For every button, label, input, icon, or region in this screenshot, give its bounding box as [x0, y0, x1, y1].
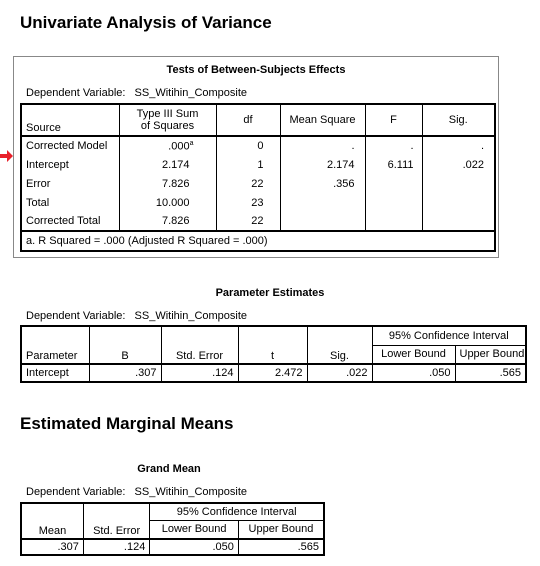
header-ss-line2: of Squares — [140, 120, 195, 132]
row-std-error: .124 — [161, 364, 238, 382]
row-source: Corrected Model — [21, 136, 119, 155]
footnote-marker: a — [189, 139, 194, 147]
tests-footnote: a. R Squared = .000 (Adjusted R Squared = .000) — [26, 235, 268, 247]
row-sig: .022 — [307, 364, 372, 382]
row-f — [365, 174, 422, 193]
header-f: F — [365, 104, 422, 136]
row-ms: .356 — [280, 174, 365, 193]
row-t: 2.472 — [238, 364, 307, 382]
row-parameter: Intercept — [21, 364, 89, 382]
tests-table — [20, 103, 496, 252]
row-lower-bound: .050 — [372, 364, 455, 382]
header-b: B — [89, 326, 161, 364]
row-upper-bound: .565 — [499, 367, 522, 379]
table-row — [21, 364, 526, 382]
table-row — [21, 136, 495, 155]
grand-table — [20, 502, 325, 556]
table-row — [21, 212, 495, 231]
grand-dependent-variable — [26, 486, 247, 498]
header-df: df — [216, 104, 280, 136]
row-sig: .022 — [462, 158, 484, 171]
row-df: 22 — [216, 174, 280, 193]
header-lower-bound: Lower Bound — [150, 520, 239, 539]
row-f: . — [365, 136, 422, 155]
dep-var-label: Dependent Variable: — [26, 486, 126, 498]
dep-var-value: SS_Witihin_Composite — [134, 310, 248, 322]
table-row — [21, 174, 495, 193]
header-ss-line1: Type III Sum — [136, 108, 199, 120]
grand-title: Grand Mean — [137, 463, 201, 475]
table-row — [21, 193, 495, 212]
red-arrow-icon — [0, 150, 14, 162]
row-df: 1 — [216, 155, 280, 174]
row-ss: 2.174 — [119, 155, 216, 174]
row-lower-bound: .050 — [150, 539, 239, 555]
header-confidence-interval: 95% Confidence Interval — [150, 503, 324, 520]
header-parameter: Parameter — [21, 326, 89, 364]
row-ss: 7.826 — [119, 174, 216, 193]
tests-dependent-variable — [26, 87, 247, 99]
row-df: 23 — [216, 193, 280, 212]
row-sig: . — [480, 140, 484, 152]
row-df: 22 — [216, 212, 280, 231]
row-ms — [280, 193, 365, 212]
params-dependent-variable — [26, 310, 247, 322]
row-sig — [422, 174, 495, 193]
tests-title: Tests of Between-Subjects Effects — [166, 64, 346, 76]
row-source: Error — [21, 174, 119, 193]
row-df: 0 — [216, 136, 280, 155]
dep-var-label: Dependent Variable: — [26, 87, 126, 99]
row-f — [365, 193, 422, 212]
header-ss — [119, 104, 216, 136]
row-upper-bound: .565 — [297, 541, 319, 553]
dep-var-value: SS_Witihin_Composite — [134, 87, 248, 99]
header-std-error: Std. Error — [83, 503, 149, 539]
row-ss-value: .000 — [168, 140, 190, 153]
header-sig: Sig. — [307, 326, 372, 364]
row-b: .307 — [89, 364, 161, 382]
row-source: Corrected Total — [21, 212, 119, 231]
row-f — [365, 212, 422, 231]
header-lower-bound: Lower Bound — [372, 345, 455, 364]
row-ms: 2.174 — [280, 155, 365, 174]
header-source: Source — [21, 104, 119, 136]
header-mean: Mean — [21, 503, 83, 539]
params-title: Parameter Estimates — [215, 287, 325, 299]
row-sig — [422, 193, 495, 212]
page-title: Univariate Analysis of Variance — [20, 13, 272, 32]
row-ms: . — [280, 136, 365, 155]
row-f: 6.111 — [365, 155, 422, 174]
row-sig — [422, 212, 495, 231]
section-title: Estimated Marginal Means — [20, 414, 234, 433]
header-upper-bound: Upper Bound — [238, 520, 324, 539]
params-table — [20, 325, 527, 383]
header-sig: Sig. — [422, 104, 495, 136]
row-std-error: .124 — [83, 539, 149, 555]
table-row — [21, 539, 324, 555]
dep-var-value: SS_Witihin_Composite — [134, 486, 248, 498]
header-t: t — [238, 326, 307, 364]
header-confidence-interval: 95% Confidence Interval — [372, 326, 526, 345]
header-std-error: Std. Error — [161, 326, 238, 364]
row-source: Total — [21, 193, 119, 212]
header-mean-square: Mean Square — [280, 104, 365, 136]
header-upper-bound: Upper Bound — [455, 345, 526, 364]
row-mean: .307 — [21, 539, 83, 555]
row-ss — [119, 136, 216, 155]
row-source: Intercept — [21, 155, 119, 174]
row-ss: 7.826 — [119, 212, 216, 231]
dep-var-label: Dependent Variable: — [26, 310, 126, 322]
table-row — [21, 155, 495, 174]
row-ss: 10.000 — [119, 193, 216, 212]
row-ms — [280, 212, 365, 231]
